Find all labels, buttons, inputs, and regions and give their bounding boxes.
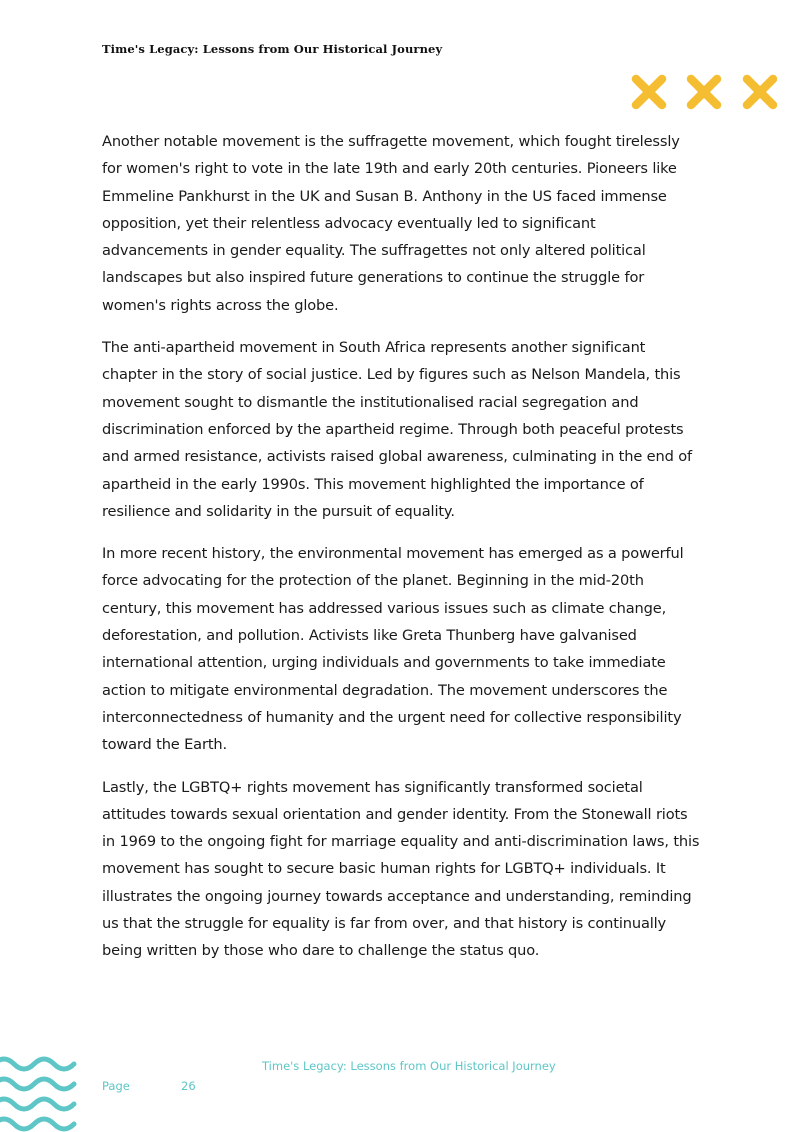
footer-title: Time's Legacy: Lessons from Our Historical Journey [262, 1059, 556, 1073]
paragraph-environmental: In more recent history, the environmental movement has emerged as a powerful force advocating for the protection of the planet. Beginning in the mid-20th century, this movement has addressed various issues such as climate change, deforestation, and pollution. Activists like Greta Thunberg have galvanised international attention, urging individuals and governments to take immediate action to mitigate environmental degradation. The movement underscores the interconnectedness of humanity and the urgent need for collective responsibility toward the Earth. [102, 545, 684, 754]
running-header-title: Time's Legacy: Lessons from Our Historical Journey [102, 42, 443, 56]
page-number: 26 [181, 1079, 196, 1093]
paragraph-anti-apartheid: The anti-apartheid movement in South Africa represents another significant chapter in the story of social justice. Led by figures such as Nelson Mandela, this movement sought to dismantle the institutionalised racial segregation and discrimination enforced by the apartheid regime. Through both peaceful protests and armed resistance, activists raised global awareness, culminating in the end of apartheid in the early 1990s. This movement highlighted the importance of resilience and solidarity in the pursuit of equality. [102, 339, 692, 520]
wave-lines-icon [0, 1052, 84, 1132]
paragraph-lgbtq-rights: Lastly, the LGBTQ+ rights movement has significantly transformed societal attitudes towards sexual orientation and gender identity. From the Stonewall riots in 1969 to the ongoing fight for marriage equality and anti-discrimination laws, this movement has sought to secure basic human rights for LGBTQ+ individuals. It illustrates the ongoing journey towards acceptance and understanding, reminding us that the struggle for equality is far from over, and that history is continually being written by those who dare to challenge the status quo. [102, 778, 700, 960]
body-text [102, 128, 702, 980]
paragraph-suffragette: Another notable movement is the suffragette movement, which fought tirelessly for women's right to vote in the late 19th and early 20th centuries. Pioneers like Emmeline Pankhurst in the UK and Susan B. Anthony in the US faced immense opposition, yet their relentless advocacy eventually led to significant advancements in gender equality. The suffragettes not only altered political landscapes but also inspired future generations to continue the struggle for women's rights across the globe. [102, 133, 680, 314]
x-marks-icon [630, 74, 780, 110]
page-label: Page [102, 1079, 130, 1093]
